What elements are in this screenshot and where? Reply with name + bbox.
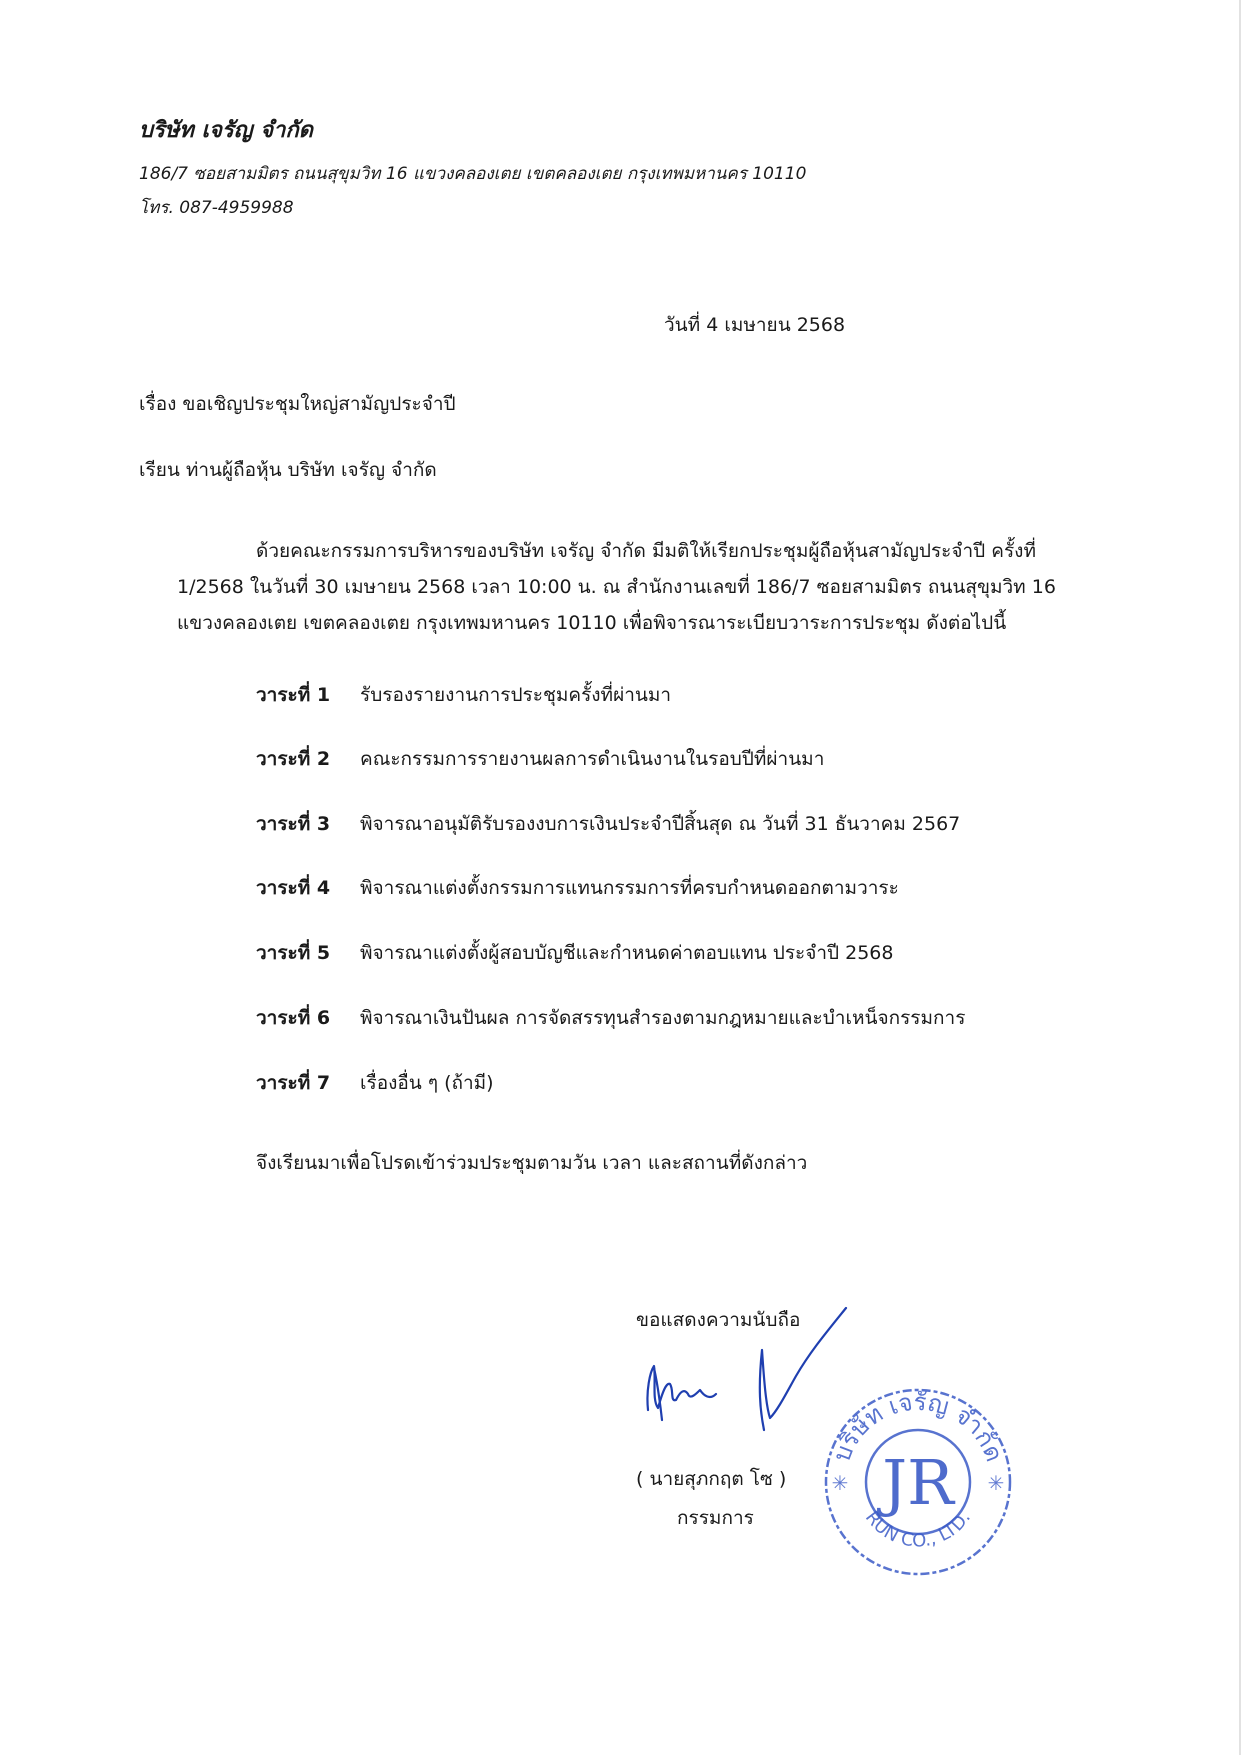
agenda-item — [256, 809, 960, 839]
body-line-2: 1/2568 ในวันที่ 30 เมษายน 2568 เวลา 10:00 น. ณ สำนักงานเลขที่ 186/7 ซอยสามมิตร ถนนสุขุมวิท 16 — [177, 576, 1056, 598]
agenda-text: คณะกรรมการรายงานผลการดำเนินงานในรอบปีที่ผ่านมา — [360, 748, 825, 770]
letter-recipient: เรียน ท่านผู้ถือหุ้น บริษัท เจรัญ จำกัด — [139, 459, 437, 481]
agenda-text: พิจารณาอนุมัติรับรองงบการเงินประจำปีสิ้นสุด ณ วันที่ 31 ธันวาคม 2567 — [360, 813, 961, 835]
agenda-text: พิจารณาแต่งตั้งกรรมการแทนกรรมการที่ครบกำหนดออกตามวาระ — [360, 877, 899, 899]
agenda-text: พิจารณาเงินปันผล การจัดสรรทุนสำรองตามกฎหมายและบำเหน็จกรรมการ — [360, 1007, 966, 1029]
body-line-3: แขวงคลองเตย เขตคลองเตย กรุงเทพมหานคร 10110 เพื่อพิจารณาระเบียบวาระการประชุม ดังต่อไปนี้ — [177, 612, 1007, 634]
seal-bottom-text: RUN CO., LTD. — [860, 1507, 976, 1552]
agenda-number: วาระที่ 1 — [256, 684, 331, 706]
agenda-number: วาระที่ 4 — [256, 877, 331, 899]
agenda-number: วาระที่ 2 — [256, 748, 331, 770]
agenda-number: วาระที่ 5 — [256, 942, 331, 964]
agenda-item — [256, 873, 899, 903]
agenda-number: วาระที่ 6 — [256, 1007, 331, 1029]
closing-sentence: จึงเรียนมาเพื่อโปรดเข้าร่วมประชุมตามวัน เวลา และสถานที่ดังกล่าว — [256, 1152, 808, 1174]
agenda-item — [256, 1068, 494, 1098]
signer-title: กรรมการ — [677, 1507, 754, 1529]
agenda-number: วาระที่ 7 — [256, 1072, 331, 1094]
letter-subject: เรื่อง ขอเชิญประชุมใหญ่สามัญประจำปี — [139, 393, 456, 415]
company-seal — [818, 1382, 1018, 1582]
signer-name: ( นายสุภกฤต โซ ) — [636, 1468, 787, 1490]
seal-star-left: ✳ — [831, 1471, 849, 1495]
company-name: บริษัท เจรัญ จำกัด — [139, 118, 313, 143]
agenda-item — [256, 1003, 965, 1033]
agenda-item — [256, 680, 671, 710]
seal-monogram: JR — [882, 1446, 954, 1519]
regards-line: ขอแสดงความนับถือ — [636, 1309, 801, 1331]
agenda-text: รับรองรายงานการประชุมครั้งที่ผ่านมา — [360, 684, 672, 706]
agenda-item — [256, 744, 824, 774]
company-phone: โทร. 087-4959988 — [139, 198, 294, 218]
seal-top-text: บริษัท เจรัญ จำกัด — [827, 1387, 1009, 1466]
agenda-item — [256, 938, 893, 968]
letter-date: วันที่ 4 เมษายน 2568 — [664, 314, 846, 336]
company-address: 186/7 ซอยสามมิตร ถนนสุขุมวิท 16 แขวงคลองเตย เขตคลองเตย กรุงเทพมหานคร 10110 — [139, 164, 807, 184]
agenda-text: พิจารณาแต่งตั้งผู้สอบบัญชีและกำหนดค่าตอบแทน ประจำปี 2568 — [360, 942, 894, 964]
body-line-1: ด้วยคณะกรรมการบริหารของบริษัท เจรัญ จำกัด มีมติให้เรียกประชุมผู้ถือหุ้นสามัญประจำปี ครั้งที่ — [256, 540, 1036, 562]
signature-strokes — [647, 1308, 846, 1430]
agenda-number: วาระที่ 3 — [256, 813, 331, 835]
agenda-text: เรื่องอื่น ๆ (ถ้ามี) — [360, 1072, 494, 1094]
seal-star-right: ✳ — [987, 1471, 1005, 1495]
